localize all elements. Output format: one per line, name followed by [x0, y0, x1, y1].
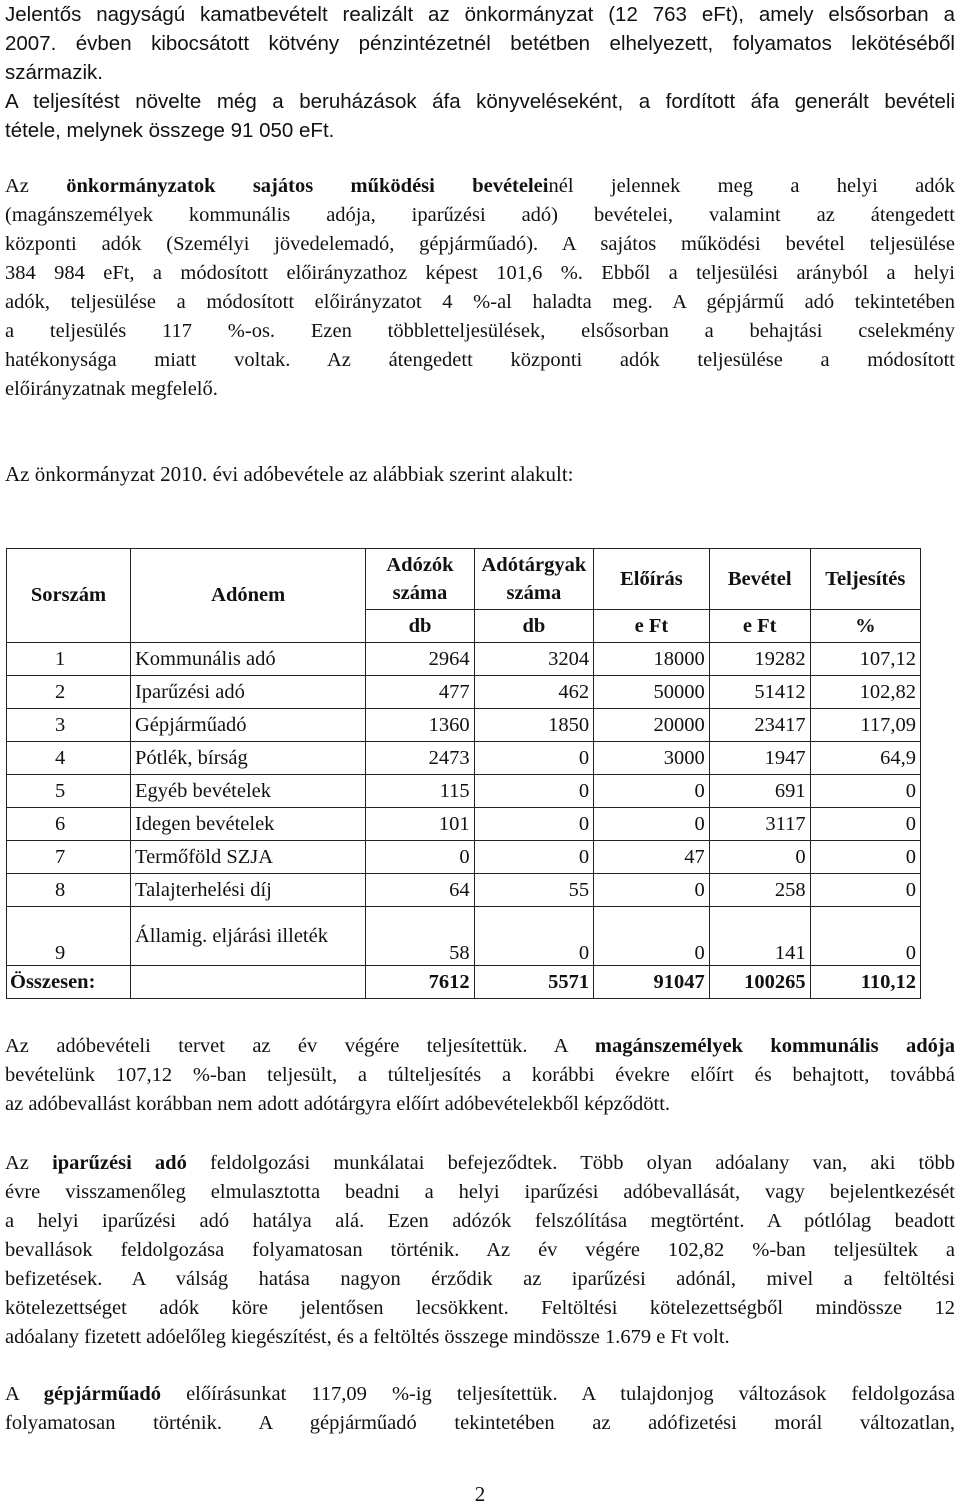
- cell-name: Egyéb bevételek: [130, 775, 365, 808]
- total-adotargyak: 5571: [474, 966, 594, 999]
- cell-no: 1: [7, 643, 131, 676]
- cell-name: Kommunális adó: [130, 643, 365, 676]
- text-line: bevételünk 107,12 %-ban teljesült, a túlteljesítés a korábbi évekre előírt és behajtott, továbbá: [5, 1064, 955, 1086]
- emphasis-text: iparűzési adó: [52, 1152, 187, 1174]
- cell-adotargyak: 0: [474, 742, 594, 775]
- text-line: [5, 1032, 955, 1061]
- text-line: az adóbevallást korábban nem adott adótárgyra előírt adóbevételekből képződött.: [5, 1093, 671, 1115]
- text-run: A: [5, 1383, 44, 1405]
- text-line: A teljesítést növelte még a beruházások áfa könyveléseként, a fordított áfa generált bevételi: [5, 90, 955, 113]
- total-teljesites: 110,12: [810, 966, 920, 999]
- text-line: kötelezettséget adók köre jelentősen lecsökkent. Feltöltési kötelezettségből mindössze 12: [5, 1297, 955, 1319]
- cell-adozok: 101: [366, 808, 474, 841]
- cell-eloiras: 20000: [594, 709, 710, 742]
- cell-adotargyak: 0: [474, 808, 594, 841]
- cell-no: 3: [7, 709, 131, 742]
- total-eloiras: 91047: [594, 966, 710, 999]
- cell-eloiras: 18000: [594, 643, 710, 676]
- text-line: (magánszemélyek kommunális adója, iparűzési adó) bevételei, valamint az átengedett: [5, 204, 955, 226]
- cell-eloiras: 0: [594, 808, 710, 841]
- cell-adozok: 64: [366, 874, 474, 907]
- cell-bevetel: 141: [709, 907, 810, 966]
- cell-adozok: 477: [366, 676, 474, 709]
- table-header-row: [7, 549, 921, 610]
- cell-adozok: 1360: [366, 709, 474, 742]
- cell-adotargyak: 3204: [474, 643, 594, 676]
- cell-teljesites: 0: [810, 775, 920, 808]
- text-line: tétele, melynek összege 91 050 eFt.: [5, 119, 335, 142]
- unit-adotargyak: db: [474, 610, 594, 643]
- cell-no: 9: [7, 907, 131, 966]
- cell-name: Államig. eljárási illeték: [130, 907, 365, 966]
- text-line: [5, 1380, 955, 1409]
- paragraph-business-tax: [5, 1149, 955, 1352]
- cell-teljesites: 0: [810, 907, 920, 966]
- unit-adozok: db: [366, 610, 474, 643]
- cell-name: Idegen bevételek: [130, 808, 365, 841]
- intro-paragraph-vat: [5, 87, 955, 145]
- cell-teljesites: 117,09: [810, 709, 920, 742]
- header-teljesites: Teljesítés: [810, 549, 920, 610]
- table-row: [7, 676, 921, 709]
- text-line: adók, teljesülése a módosított előirányzatot 4 %-al haladta meg. A gépjármű adó tekintetében: [5, 291, 955, 313]
- total-bevetel: 100265: [709, 966, 810, 999]
- cell-adozok: 58: [366, 907, 474, 966]
- table-row: [7, 643, 921, 676]
- cell-name: Pótlék, bírság: [130, 742, 365, 775]
- cell-adotargyak: 0: [474, 775, 594, 808]
- cell-no: 8: [7, 874, 131, 907]
- text-line: befizetések. A válság hatása nagyon érződik az iparűzési adónál, mivel a feltöltési: [5, 1268, 955, 1290]
- text-line: hatékonysága miatt voltak. Az átengedett központi adók teljesülése a módosított: [5, 349, 955, 371]
- paragraph-own-revenue: [5, 172, 955, 404]
- cell-bevetel: 19282: [709, 643, 810, 676]
- paragraph-vehicle-tax: [5, 1380, 955, 1438]
- header-adotargyak: Adótárgyak száma: [474, 549, 594, 610]
- header-bevetel: Bevétel: [709, 549, 810, 610]
- page-number: 2: [474, 1482, 486, 1506]
- text-run: Az: [5, 1152, 53, 1174]
- cell-adotargyak: 1850: [474, 709, 594, 742]
- paragraph-communal-tax: [5, 1032, 955, 1119]
- total-label: Összesen:: [7, 966, 131, 999]
- cell-teljesites: 107,12: [810, 643, 920, 676]
- cell-teljesites: 102,82: [810, 676, 920, 709]
- emphasis-text: önkormányzatok sajátos működési bevételei: [66, 175, 549, 197]
- text-line: bevallások feldolgozása folyamatosan történik. Az év végére 102,82 %-ban teljesültek a: [5, 1239, 955, 1261]
- cell-adozok: 2473: [366, 742, 474, 775]
- cell-bevetel: 51412: [709, 676, 810, 709]
- cell-bevetel: 3117: [709, 808, 810, 841]
- header-sorszam: Sorszám: [7, 549, 131, 643]
- text-run: Az adóbevételi tervet az év végére teljesítettük. A: [5, 1035, 595, 1057]
- cell-adotargyak: 462: [474, 676, 594, 709]
- text-line: 2007. évben kibocsátott kötvény pénzintézetnél betétben elhelyezett, folyamatos lekötéséből: [5, 32, 955, 55]
- text-run: nél jelennek meg a helyi adók: [548, 175, 955, 197]
- cell-eloiras: 47: [594, 841, 710, 874]
- table-row: [7, 907, 921, 966]
- table-row: [7, 775, 921, 808]
- intro-paragraph-interest: [5, 0, 955, 87]
- text-line: a teljesülés 117 %-os. Ezen többletteljesülések, elsősorban a behajtási cselekmény: [5, 320, 955, 342]
- text-line: előirányzatnak megfelelő.: [5, 378, 218, 400]
- cell-bevetel: 691: [709, 775, 810, 808]
- cell-adozok: 0: [366, 841, 474, 874]
- text-line: központi adók (Személyi jövedelemadó, gépjárműadó). A sajátos működési bevétel teljesülése: [5, 233, 955, 255]
- cell-no: 4: [7, 742, 131, 775]
- unit-bevetel: e Ft: [709, 610, 810, 643]
- text-run: feldolgozási munkálatai befejeződtek. Több olyan adóalany van, aki több: [186, 1152, 955, 1174]
- cell-eloiras: 0: [594, 775, 710, 808]
- text-line: 384 984 eFt, a módosított előirányzathoz képest 101,6 %. Ebből a teljesülési arányból a helyi: [5, 262, 955, 284]
- text-line: Jelentős nagyságú kamatbevételt realizált az önkormányzat (12 763 eFt), amely elsősorban a: [5, 3, 955, 26]
- cell-teljesites: 0: [810, 841, 920, 874]
- emphasis-text: gépjárműadó: [43, 1383, 162, 1405]
- cell-teljesites: 0: [810, 874, 920, 907]
- table-caption: Az önkormányzat 2010. évi adóbevétele az alábbiak szerint alakult:: [5, 462, 574, 486]
- table-row: [7, 874, 921, 907]
- table-row: [7, 841, 921, 874]
- total-adozok: 7612: [366, 966, 474, 999]
- cell-no: 5: [7, 775, 131, 808]
- cell-name: Gépjárműadó: [130, 709, 365, 742]
- text-run: előírásunkat 117,09 %-ig teljesítettük. A tulajdonjog változások feldolgozása: [161, 1383, 955, 1405]
- text-line: [5, 1149, 955, 1178]
- cell-bevetel: 258: [709, 874, 810, 907]
- cell-bevetel: 1947: [709, 742, 810, 775]
- cell-adotargyak: 0: [474, 841, 594, 874]
- table-row: [7, 742, 921, 775]
- emphasis-text: magánszemélyek kommunális adója: [594, 1035, 955, 1057]
- unit-eloiras: e Ft: [594, 610, 710, 643]
- cell-eloiras: 0: [594, 907, 710, 966]
- text-line: származik.: [5, 61, 103, 84]
- cell-name: Iparűzési adó: [130, 676, 365, 709]
- text-run: Az: [5, 175, 67, 197]
- cell-adotargyak: 0: [474, 907, 594, 966]
- header-adonem: Adónem: [130, 549, 365, 643]
- total-name-empty: [130, 966, 365, 999]
- text-line: évre visszamenőleg elmulasztotta beadni a helyi iparűzési adóbevallását, vagy bejelentkezését: [5, 1181, 955, 1203]
- cell-adotargyak: 55: [474, 874, 594, 907]
- table-row: [7, 808, 921, 841]
- cell-no: 6: [7, 808, 131, 841]
- cell-bevetel: 0: [709, 841, 810, 874]
- cell-name: Termőföld SZJA: [130, 841, 365, 874]
- unit-teljesites: %: [810, 610, 920, 643]
- text-line: a helyi iparűzési adó hatálya alá. Ezen adózók felszólítása megtörtént. A pótlólag beadott: [5, 1210, 955, 1232]
- cell-adozok: 115: [366, 775, 474, 808]
- cell-teljesites: 0: [810, 808, 920, 841]
- header-eloiras: Előírás: [594, 549, 710, 610]
- cell-teljesites: 64,9: [810, 742, 920, 775]
- cell-eloiras: 0: [594, 874, 710, 907]
- tax-revenue-table: [6, 548, 921, 999]
- cell-no: 7: [7, 841, 131, 874]
- cell-name: Talajterhelési díj: [130, 874, 365, 907]
- cell-no: 2: [7, 676, 131, 709]
- text-line: [5, 172, 955, 201]
- text-line: folyamatosan történik. A gépjárműadó tekintetében az adófizetési morál változatlan,: [5, 1412, 955, 1434]
- cell-bevetel: 23417: [709, 709, 810, 742]
- cell-eloiras: 50000: [594, 676, 710, 709]
- text-line: adóalany fizetett adóelőleg kiegészítést, és a feltöltés összege mindössze 1.679 e Ft volt.: [5, 1326, 730, 1348]
- table-row: [7, 709, 921, 742]
- table-total-row: [7, 966, 921, 999]
- header-adozok: Adózók száma: [366, 549, 474, 610]
- cell-adozok: 2964: [366, 643, 474, 676]
- cell-eloiras: 3000: [594, 742, 710, 775]
